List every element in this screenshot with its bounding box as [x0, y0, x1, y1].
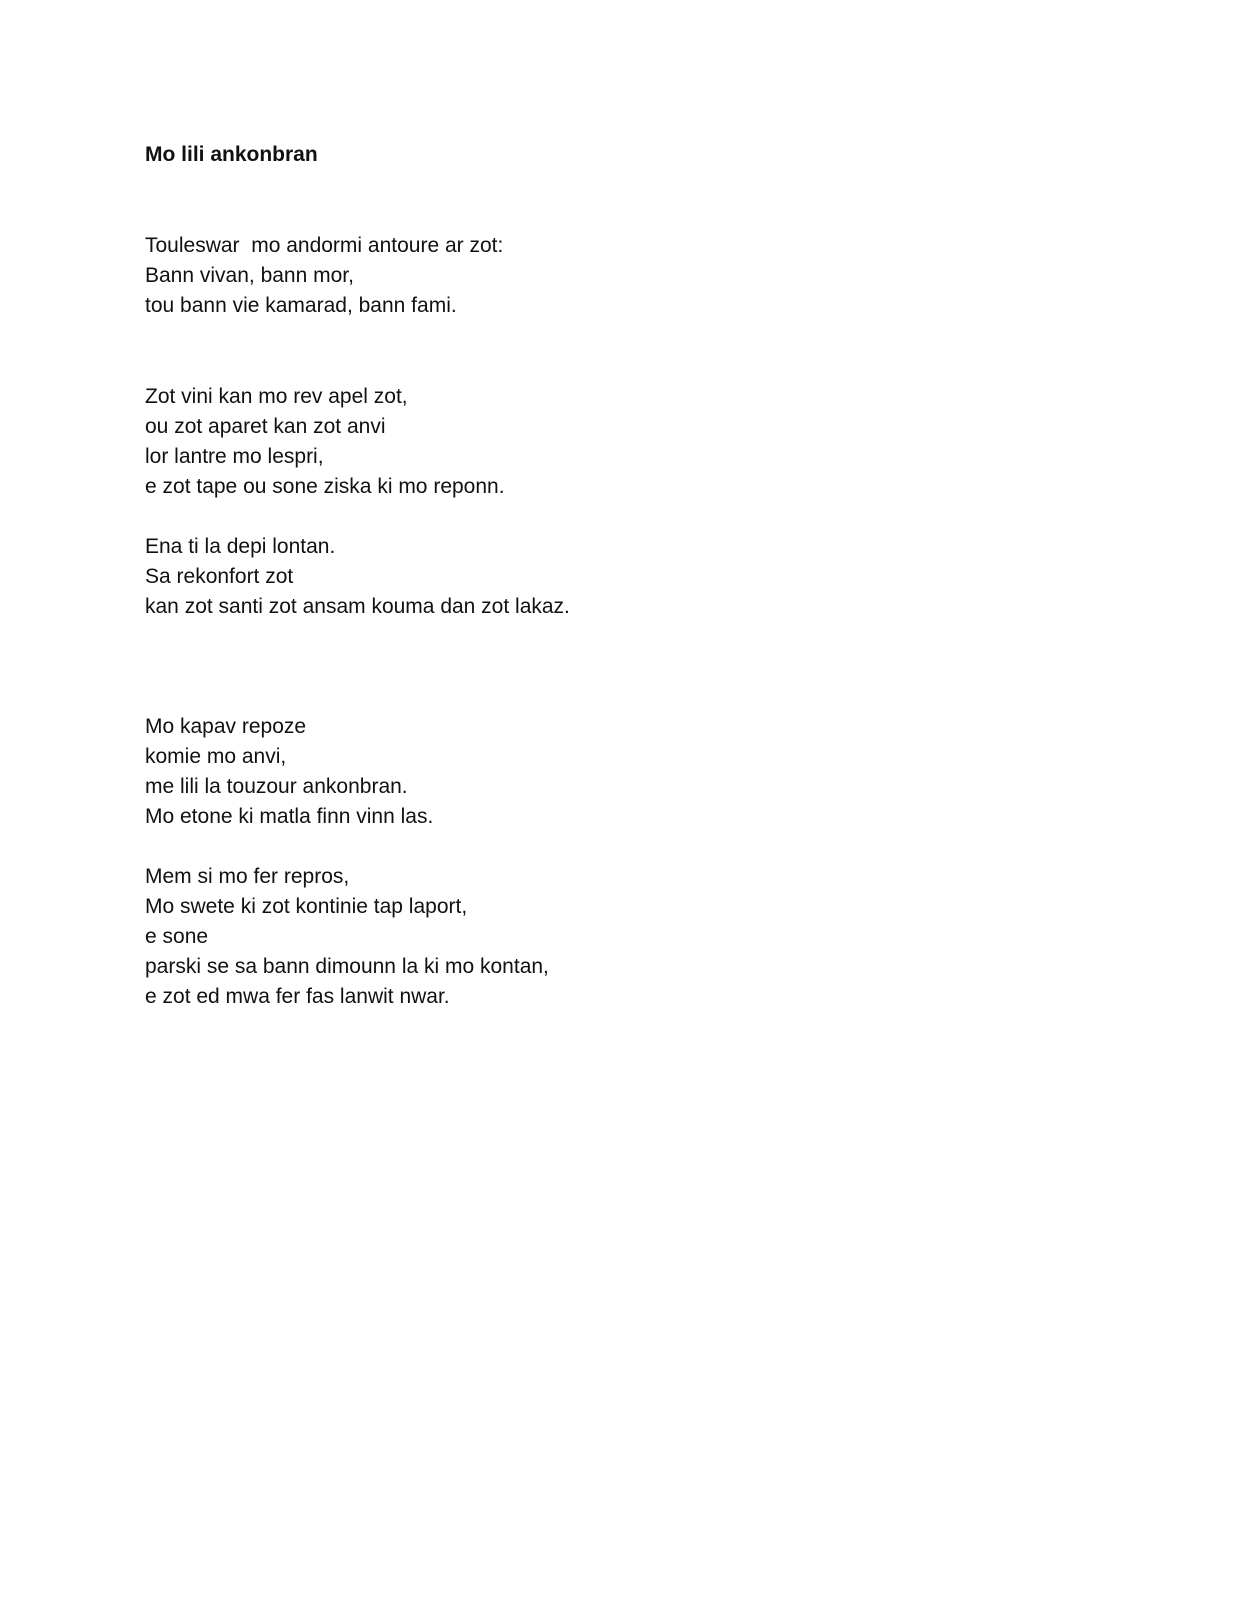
poem-line: e zot ed mwa fer fas lanwit nwar.: [145, 985, 450, 1008]
poem-line: me lili la touzour ankonbran.: [145, 775, 408, 798]
poem-line: Touleswar mo andormi antoure ar zot:: [145, 234, 504, 257]
stanza-5: [145, 862, 549, 1012]
stanza-2: [145, 382, 505, 502]
poem-line: Bann vivan, bann mor,: [145, 264, 354, 287]
poem-line: ou zot aparet kan zot anvi: [145, 415, 386, 438]
poem-line: parski se sa bann dimounn la ki mo kontan,: [145, 955, 549, 978]
poem-line: kan zot santi zot ansam kouma dan zot lakaz.: [145, 595, 570, 618]
poem-line: e zot tape ou sone ziska ki mo reponn.: [145, 475, 505, 498]
poem-line: Mem si mo fer repros,: [145, 865, 350, 888]
poem-line: e sone: [145, 925, 209, 948]
poem-line: komie mo anvi,: [145, 745, 287, 768]
poem-line: lor lantre mo lespri,: [145, 445, 324, 468]
poem-title: Mo lili ankonbran: [145, 143, 318, 166]
poem-line: Zot vini kan mo rev apel zot,: [145, 385, 408, 408]
poem-line: Mo kapav repoze: [145, 715, 307, 738]
poem-line: Sa rekonfort zot: [145, 565, 294, 588]
poem-line: Mo etone ki matla finn vinn las.: [145, 805, 434, 828]
poem-line: Ena ti la depi lontan.: [145, 535, 336, 558]
poem-line: tou bann vie kamarad, bann fami.: [145, 294, 457, 317]
stanza-4: [145, 712, 433, 832]
stanza-3: [145, 532, 570, 622]
stanza-1: [145, 231, 503, 321]
poem-line: Mo swete ki zot kontinie tap laport,: [145, 895, 468, 918]
